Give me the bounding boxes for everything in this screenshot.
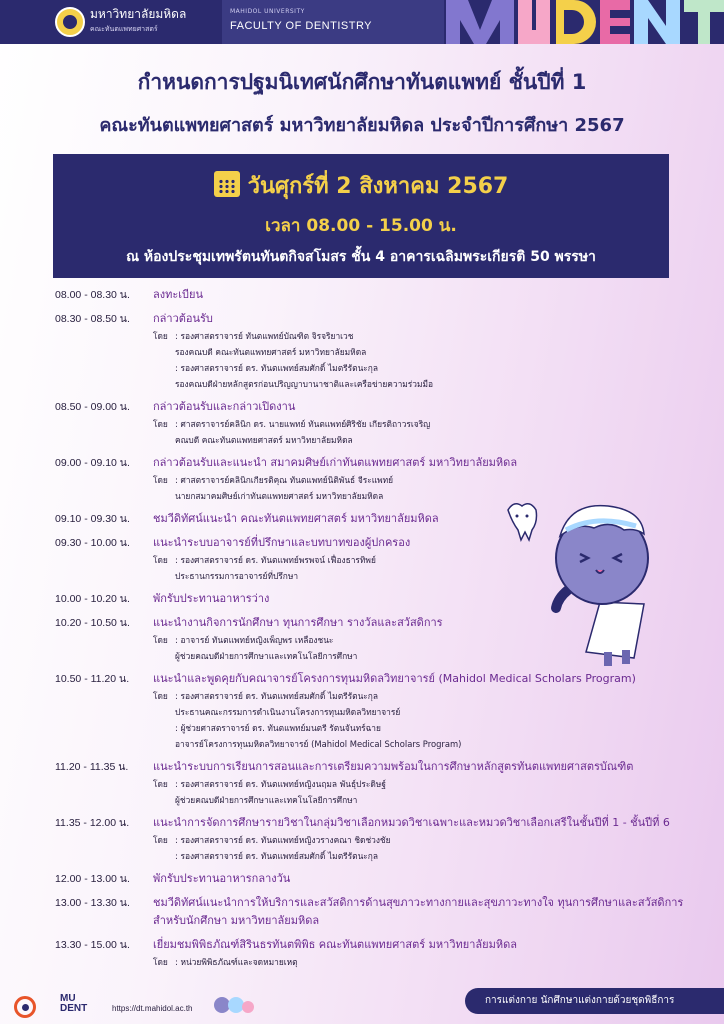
speaker-list	[55, 776, 655, 808]
speaker-line	[153, 344, 655, 360]
speaker-text: ผู้ช่วยคณบดีฝ่ายการศึกษาและเทคโนโลยีการศึกษา	[175, 795, 358, 805]
mahidol-seal-icon	[55, 7, 85, 37]
schedule-topic: ชมวีดิทัศน์แนะนำการให้บริการและสวัสดิการด้านสุขภาวะทางกายและสุขภาวะทางใจ ทุนการศึกษาและสวัสดิการ	[153, 896, 684, 909]
website-url[interactable]: https://dt.mahidol.ac.th	[112, 1004, 193, 1013]
speaker-prefix: โดย	[153, 635, 168, 645]
speaker-text: : ศาสตราจารย์คลินิก ดร. นายแพทย์ ทันตแพทย์ศิริชัย เกียรติถาวรเจริญ	[175, 419, 431, 429]
dress-code-bar: การแต่งกาย นักศึกษาแต่งกายด้วยชุดพิธีการ	[465, 988, 724, 1014]
speaker-line	[153, 720, 655, 736]
speaker-list	[55, 688, 655, 752]
schedule-time: 11.20 - 11.35 น.	[55, 761, 129, 773]
speaker-text: ผู้ช่วยคณบดีฝ่ายการศึกษาและเทคโนโลยีการศึกษา	[175, 651, 358, 661]
speaker-prefix: โดย	[153, 555, 168, 565]
schedule-time: 08.30 - 08.50 น.	[55, 313, 130, 325]
event-time: เวลา 08.00 - 15.00 น.	[265, 216, 457, 236]
mudent-small-logo	[60, 994, 87, 1014]
speaker-line	[153, 360, 655, 376]
speaker-line	[153, 776, 655, 792]
speaker-text: : รองศาสตราจารย์ ดร. ทันตแพทย์หญิงนฤมล พันธุ์ประดิษฐ์	[175, 779, 386, 789]
mudent-logo-line2: DENT	[60, 1003, 88, 1014]
schedule-item	[55, 894, 684, 930]
speaker-line	[153, 688, 655, 704]
speaker-text: นายกสมาคมศิษย์เก่าทันตแพทยศาสตร์ มหาวิทยาลัยมหิดล	[175, 491, 384, 501]
schedule-time: 11.35 - 12.00 น.	[55, 817, 130, 829]
speaker-prefix	[153, 736, 175, 752]
calendar-icon	[214, 171, 240, 197]
speaker-text: ประธานคณะกรรมการดำเนินงานโครงการทุนมหิดลวิทยาจารย์	[175, 707, 401, 717]
schedule-topic: กล่าวต้อนรับ	[153, 312, 213, 325]
mudent-brand-art	[444, 0, 724, 44]
speaker-text: : หน่วยพิพิธภัณฑ์และจดหมายเหตุ	[175, 957, 298, 967]
speaker-prefix	[153, 704, 175, 720]
schedule-time: 09.00 - 09.10 น.	[55, 457, 130, 469]
speaker-list	[55, 954, 655, 970]
speaker-prefix: โดย	[153, 475, 168, 485]
mudent-logo-art	[444, 0, 724, 44]
schedule-item	[55, 670, 655, 752]
schedule-topic: ชมวีดิทัศน์แนะนำ คณะทันตแพทยศาสตร์ มหาวิทยาลัยมหิดล	[153, 512, 439, 525]
speaker-line	[153, 472, 655, 488]
university-name: มหาวิทยาลัยมหิดล	[90, 7, 187, 21]
mascot-characters-icon	[212, 993, 256, 1019]
tooth-mascot-illustration	[500, 492, 680, 672]
speaker-prefix: โดย	[153, 691, 168, 701]
speaker-prefix	[153, 432, 175, 448]
sustainability-logo-icon	[14, 996, 36, 1018]
event-info-box	[53, 154, 669, 278]
schedule-item	[55, 936, 655, 970]
speaker-prefix: โดย	[153, 419, 168, 429]
speaker-text: อาจารย์โครงการทุนมหิดลวิทยาจารย์ (Mahidol Medical Scholars Program)	[175, 739, 462, 749]
schedule-time: 09.30 - 10.00 น.	[55, 537, 130, 549]
schedule-time: 10.00 - 10.20 น.	[55, 593, 130, 605]
speaker-text: รองคณบดี คณะทันตแพทยศาสตร์ มหาวิทยาลัยมหิดล	[175, 347, 367, 357]
top-header-bar	[0, 0, 724, 44]
speaker-list	[55, 832, 655, 864]
schedule-item	[55, 398, 655, 448]
schedule-topic: แนะนำระบบการเรียนการสอนและการเตรียมความพร้อมในการศึกษาหลักสูตรทันตแพทยศาสตรบัณฑิต	[153, 760, 634, 773]
speaker-line	[153, 432, 655, 448]
speaker-prefix	[153, 568, 175, 584]
event-date: วันศุกร์ที่ 2 สิงหาคม 2567	[247, 174, 509, 199]
faculty-of-dentistry-label: FACULTY OF DENTISTRY	[230, 20, 373, 32]
speaker-prefix: โดย	[153, 835, 168, 845]
schedule-topic: แนะนำงานกิจการนักศึกษา ทุนการศึกษา รางวัลและสวัสดิการ	[153, 616, 443, 629]
speaker-prefix	[153, 344, 175, 360]
speaker-prefix	[153, 648, 175, 664]
speaker-text: : ศาสตราจารย์คลินิกเกียรติคุณ ทันตแพทย์นิติพันธ์ จีระแพทย์	[175, 475, 394, 485]
event-date-line	[53, 168, 669, 203]
schedule-time: 12.00 - 13.00 น.	[55, 873, 130, 885]
speaker-line	[153, 416, 655, 432]
speaker-text: : รองศาสตราจารย์ ดร. ทันตแพทย์สมศักดิ์ ไมตรีรัตนะกุล	[175, 363, 378, 373]
speaker-line	[153, 736, 655, 752]
speaker-text: : อาจารย์ ทันตแพทย์หญิงเพ็ญพร เหลืองชนะ	[175, 635, 334, 645]
schedule-item	[55, 814, 670, 864]
speaker-prefix	[153, 848, 175, 864]
speaker-text: คณบดี คณะทันตแพทยศาสตร์ มหาวิทยาลัยมหิดล	[175, 435, 353, 445]
page-title: กำหนดการปฐมนิเทศนักศึกษาทันตแพทย์ ชั้นปีที่ 1	[137, 70, 587, 94]
university-header	[0, 0, 222, 44]
speaker-text: : รองศาสตราจารย์ ทันตแพทย์บัณฑิต จิรจริยาเวช	[175, 331, 354, 341]
schedule-topic: พักรับประทานอาหารกลางวัน	[153, 872, 291, 885]
schedule-time: 08.00 - 08.30 น.	[55, 289, 130, 301]
schedule-time: 08.50 - 09.00 น.	[55, 401, 130, 413]
schedule-topic: เยี่ยมชมพิพิธภัณฑ์สิรินธรทันตพิพิธ คณะทันตแพทยศาสตร์ มหาวิทยาลัยมหิดล	[153, 938, 517, 951]
speaker-line	[153, 792, 655, 808]
schedule-time: 13.30 - 15.00 น.	[55, 939, 130, 951]
schedule-topic: แนะนำการจัดการศึกษารายวิชาในกลุ่มวิชาเลือกหมวดวิชาเฉพาะและหมวดวิชาเลือกเสรีในชั้นปีที่ 1 - ชั้นปีที่ 6	[153, 816, 670, 829]
speaker-text: : รองศาสตราจารย์ ดร. ทันตแพทย์สมศักดิ์ ไมตรีรัตนะกุล	[175, 851, 378, 861]
speaker-text: : รองศาสตราจารย์ ดร. ทันตแพทย์พรพจน์ เฟื่องธารทิพย์	[175, 555, 376, 565]
speaker-prefix	[153, 376, 175, 392]
speaker-line	[153, 376, 655, 392]
faculty-name: คณะทันตแพทยศาสตร์	[90, 25, 158, 33]
mahidol-university-label: MAHIDOL UNIVERSITY	[230, 8, 305, 15]
speaker-line	[153, 704, 655, 720]
speaker-prefix: โดย	[153, 331, 168, 341]
speaker-list	[55, 416, 655, 448]
speaker-line	[153, 954, 655, 970]
schedule-topic: พักรับประทานอาหารว่าง	[153, 592, 270, 605]
speaker-list	[55, 328, 655, 392]
schedule-item	[55, 870, 655, 888]
schedule-topic: แนะนำและพูดคุยกับคณาจารย์โครงการทุนมหิดลวิทยาจารย์ (Mahidol Medical Scholars Program)	[153, 672, 636, 685]
schedule-topic: กล่าวต้อนรับและกล่าวเปิดงาน	[153, 400, 296, 413]
schedule-item	[55, 310, 655, 392]
speaker-line	[153, 832, 655, 848]
schedule-time: 10.50 - 11.20 น.	[55, 673, 130, 685]
speaker-prefix	[153, 792, 175, 808]
schedule-topic: แนะนำระบบอาจารย์ที่ปรึกษาและบทบาทของผู้ปกครอง	[153, 536, 411, 549]
page-subtitle: คณะทันตแพทยศาสตร์ มหาวิทยาลัยมหิดล ประจำปีการศึกษา 2567	[99, 115, 625, 136]
speaker-text: : รองศาสตราจารย์ ดร. ทันตแพทย์สมศักดิ์ ไมตรีรัตนะกุล	[175, 691, 378, 701]
speaker-line	[153, 848, 655, 864]
schedule-topic: กล่าวต้อนรับและแนะนำ สมาคมศิษย์เก่าทันตแพทยศาสตร์ มหาวิทยาลัยมหิดล	[153, 456, 518, 469]
speaker-prefix	[153, 720, 175, 736]
speaker-prefix: โดย	[153, 957, 168, 967]
speaker-prefix	[153, 360, 175, 376]
faculty-header	[222, 0, 444, 44]
schedule-topic: ลงทะเบียน	[153, 288, 203, 301]
schedule-time: 13.00 - 13.30 น.	[55, 897, 130, 909]
speaker-line	[153, 328, 655, 344]
schedule-item	[55, 286, 655, 304]
schedule-time: 09.10 - 09.30 น.	[55, 513, 130, 525]
schedule-item	[55, 758, 655, 808]
schedule-topic-continued: สำหรับนักศึกษา มหาวิทยาลัยมหิดล	[153, 914, 320, 927]
speaker-prefix: โดย	[153, 779, 168, 789]
speaker-text: : รองศาสตราจารย์ ดร. ทันตแพทย์หญิงวรางคณา ชิดช่วงชัย	[175, 835, 391, 845]
speaker-text: รองคณบดีฝ่ายหลักสูตรก่อนปริญญาบานาชาติและเครือข่ายความร่วมมือ	[175, 379, 434, 389]
event-venue: ณ ห้องประชุมเทพรัตนทันตกิจสโมสร ชั้น 4 อาคารเฉลิมพระเกียรติ 50 พรรษา	[126, 249, 596, 265]
speaker-prefix	[153, 488, 175, 504]
mudent-logo-line1: MU	[60, 993, 76, 1004]
speaker-text: : ผู้ช่วยศาสตราจารย์ ดร. ทันตแพทย์มนตรี รัตนจันทร์ฉาย	[175, 723, 381, 733]
speaker-text: ประธานกรรมการอาจารย์ที่ปรึกษา	[175, 571, 299, 581]
schedule-time: 10.20 - 10.50 น.	[55, 617, 130, 629]
